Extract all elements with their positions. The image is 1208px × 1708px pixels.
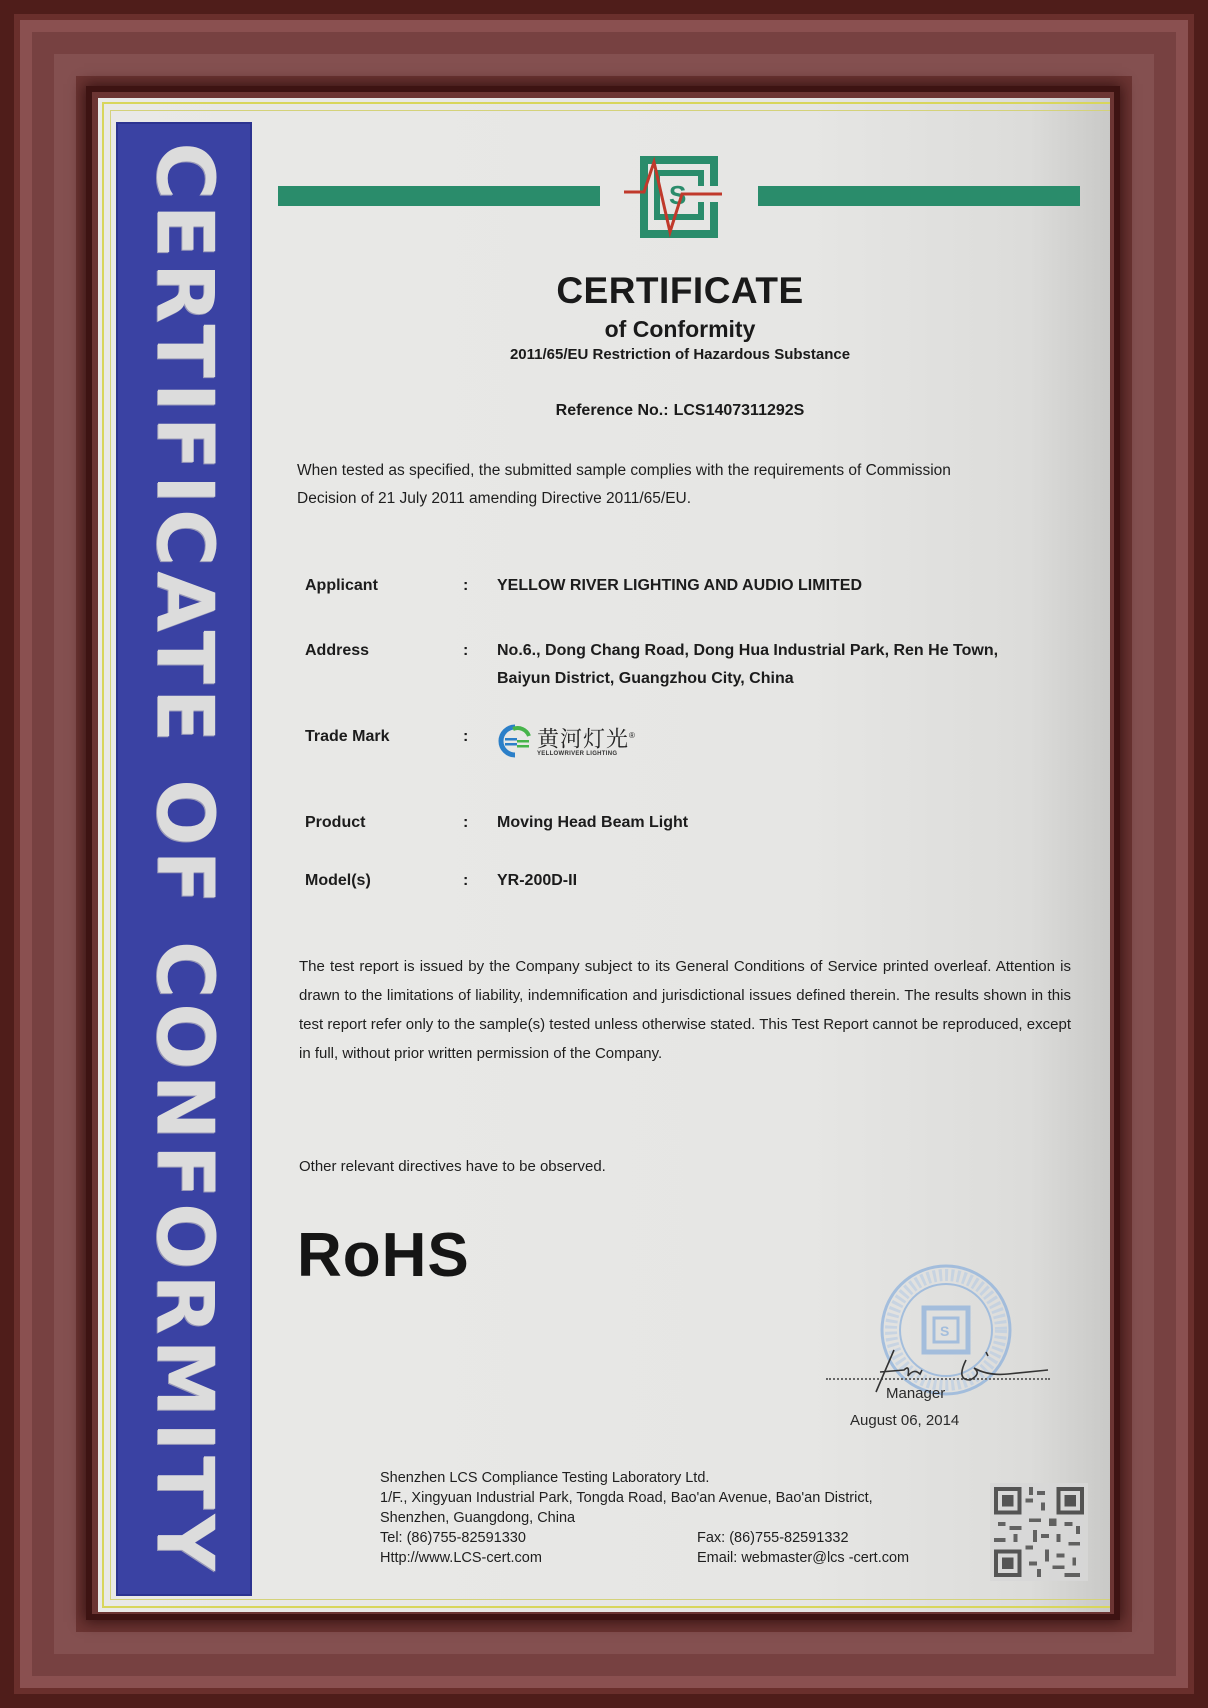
address-line-1: No.6., Dong Chang Road, Dong Hua Industrial Park, Ren He Town, <box>497 642 999 659</box>
signatory-title: Manager <box>886 1385 946 1402</box>
model-label: Model(s) <box>305 872 371 889</box>
intro-line-2: Decision of 21 July 2011 amending Directive 2011/65/EU. <box>297 490 692 507</box>
address-label: Address <box>305 642 370 659</box>
header-bar-right <box>758 186 1080 206</box>
issuer-address-1: 1/F., Xingyuan Industrial Park, Tongda Road, Bao'an Avenue, Bao'an District, <box>380 1490 873 1506</box>
applicant-value: YELLOW RIVER LIGHTING AND AUDIO LIMITED <box>497 577 863 594</box>
side-band-text: CERTIFICATE OF CONFORMITY <box>139 142 229 1576</box>
applicant-label: Applicant <box>305 577 378 594</box>
certificate-title: CERTIFICATE <box>556 270 804 311</box>
applicant-colon: : <box>463 577 469 594</box>
terms-paragraph: The test report is issued by the Company subject to its General Conditions of Service printed overleaf. Attention is drawn to the limitations of liability, indemnification and jurisdictional issues defined therein. The results shown in this test report refer only to the sample(s) tested unless otherwise stated. This Test Report cannot be reproduced, except in full, without prior written permission of the Company. <box>299 958 1071 1062</box>
svg-text:S: S <box>669 180 687 210</box>
rohs-mark: RoHS <box>297 1221 470 1290</box>
lcs-logo-icon <box>624 152 734 242</box>
issuer-company: Shenzhen LCS Compliance Testing Laboratory Ltd. <box>380 1470 710 1486</box>
product-label: Product <box>305 814 366 831</box>
trademark-cn-chars: 黄河灯光 <box>537 726 630 752</box>
side-band <box>116 122 252 1596</box>
model-value: YR-200D-II <box>497 872 578 889</box>
qr-code-icon <box>990 1480 1088 1584</box>
trademark-logo <box>495 724 636 758</box>
reference-value: LCS1407311292S <box>673 402 805 419</box>
header-bar-left <box>278 186 600 206</box>
address-value <box>497 637 1077 693</box>
trademark-label: Trade Mark <box>305 728 390 745</box>
intro-line-1: When tested as specified, the submitted sample complies with the requirements of Commission <box>297 462 951 479</box>
issue-date: August 06, 2014 <box>850 1412 960 1429</box>
certificate-subtitle: of Conformity <box>604 316 756 342</box>
trademark-en-text: YELLOWRIVER LIGHTING <box>537 751 618 758</box>
intro-statement <box>297 457 1077 513</box>
issuer-footer <box>380 1468 1000 1568</box>
issuer-email: Email: webmaster@lcs -cert.com <box>697 1550 910 1566</box>
trademark-cn-text <box>537 725 636 750</box>
issuer-tel: Tel: (86)755-82591330 <box>380 1530 526 1546</box>
reference-number <box>260 402 1100 420</box>
model-colon: : <box>463 872 469 889</box>
directive-line: 2011/65/EU Restriction of Hazardous Substance <box>509 346 851 363</box>
registered-mark: ® <box>629 730 636 740</box>
trademark-colon: : <box>463 728 469 745</box>
address-colon: : <box>463 642 469 659</box>
issuer-fax: Fax: (86)755-82591332 <box>697 1530 849 1546</box>
reference-label: Reference No.: <box>555 402 669 419</box>
yellow-river-logo-icon <box>495 724 535 758</box>
other-directives-note: Other relevant directives have to be observed. <box>299 1158 606 1175</box>
issuer-website: Http://www.LCS-cert.com <box>380 1550 542 1566</box>
svg-text:S: S <box>940 1323 950 1339</box>
issuer-address-2: Shenzhen, Guangdong, China <box>380 1510 576 1526</box>
product-colon: : <box>463 814 469 831</box>
product-value: Moving Head Beam Light <box>497 814 689 831</box>
address-line-2: Baiyun District, Guangzhou City, China <box>497 670 794 687</box>
